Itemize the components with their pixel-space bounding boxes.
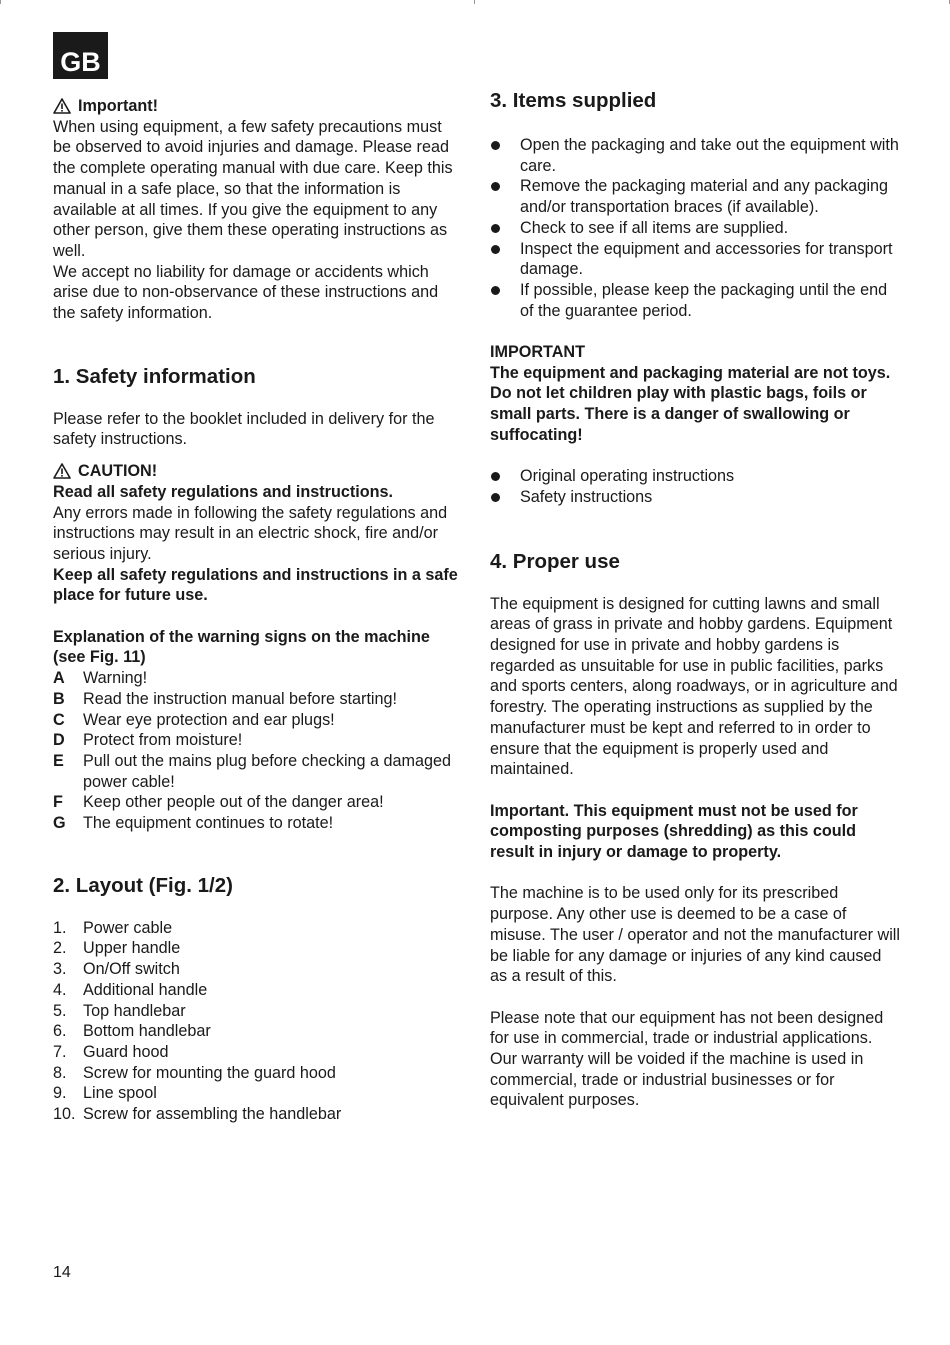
caution-bold: Read all safety regulations and instructions.: [53, 482, 394, 501]
page-number: 14: [53, 1264, 71, 1281]
warning-triangle-icon: [53, 98, 71, 114]
list-item: Check to see if all items are supplied.: [490, 218, 900, 239]
important-paragraph: When using equipment, a few safety precautions must be observed to avoid injuries and damage. Please read the complete operating manual with due care. Keep this manual in a safe place, so that the information is available at all times. If you give the equipment to any other person, give them these operating instructions as well.: [53, 117, 453, 260]
bullet-icon: [490, 176, 520, 217]
list-item: 1. Power cable: [53, 918, 173, 937]
caution-title: CAUTION!: [78, 462, 158, 481]
misuse-paragraph: The machine is to be used only for its prescribed purpose. Any other use is deemed to be a case of misuse. The user / operator and not the manufacturer will be liable for any damage or injuries of any kind caused as a result of this.: [490, 884, 900, 986]
list-item: 8. Screw for mounting the guard hood: [53, 1063, 336, 1082]
proper-use-paragraph: The equipment is designed for cutting lawns and small areas of grass in private and hobby gardens. Equipment designed for use in private and hobby gardens is regarded as unsuitable for use in public facilities, parks and sports centers, along roadways, or in agriculture and forestry. The operating instructions as supplied by the manufacturer must be kept and referred to in order to ensure that the equipment is properly used and maintained.: [490, 594, 898, 779]
layout-list: [53, 918, 463, 1125]
list-item: G The equipment continues to rotate!: [53, 814, 334, 833]
left-column: [53, 96, 463, 1125]
list-item: A Warning!: [53, 669, 148, 688]
commercial-use-paragraph: Please note that our equipment has not been designed for use in commercial, trade or industrial applications. Our warranty will be voided if the machine is used in commercial, trade or industrial businesses or for equivalent purposes.: [490, 1008, 884, 1110]
list-item: 5. Top handlebar: [53, 1001, 186, 1020]
warning-signs-list: [53, 668, 463, 834]
safety-heading: 1. Safety information: [53, 364, 256, 388]
proper-use-heading: 4. Proper use: [490, 549, 620, 573]
important-title: Important!: [78, 97, 159, 115]
important-heading: [53, 96, 463, 117]
bullet-icon: [490, 135, 520, 176]
bullet-icon: [490, 280, 520, 321]
bullet-icon: [490, 466, 520, 487]
items-supplied-heading: 3. Items supplied: [490, 89, 657, 112]
crop-mark-left: [0, 0, 1, 4]
list-item: B Read the instruction manual before starting!: [53, 689, 398, 708]
list-item: 10. Screw for assembling the handlebar: [53, 1105, 342, 1124]
safety-intro: Please refer to the booklet included in delivery for the safety instructions.: [53, 409, 435, 449]
items-supplied-steps: [490, 135, 900, 321]
warning-triangle-icon: [53, 463, 71, 479]
list-item: C Wear eye protection and ear plugs!: [53, 710, 335, 729]
caution-text: Any errors made in following the safety regulations and instructions may result in an electric shock, fire and/or serious injury.: [53, 503, 448, 563]
liability-paragraph: We accept no liability for damage or accidents which arise due to non-observance of these instructions and the safety information.: [53, 262, 439, 323]
important-label: IMPORTANT: [490, 343, 586, 362]
list-item: Safety instructions: [490, 487, 900, 508]
bullet-icon: [490, 487, 520, 508]
list-item: 9. Line spool: [53, 1084, 157, 1103]
list-item: Original operating instructions: [490, 466, 900, 487]
list-item: 2. Upper handle: [53, 939, 181, 958]
caution-keep: Keep all safety regulations and instructions in a safe place for future use.: [53, 565, 458, 605]
list-item: F Keep other people out of the danger area!: [53, 793, 384, 812]
list-item: E Pull out the mains plug before checking a damaged power cable!: [53, 751, 452, 791]
right-column: [490, 89, 900, 1111]
bullet-icon: [490, 239, 520, 280]
composting-warning: Important. This equipment must not be used for composting purposes (shredding) as this could result in injury or damage to property.: [490, 801, 858, 862]
crop-mark-center: [474, 0, 475, 4]
list-item: Remove the packaging material and any packaging and/or transportation braces (if available).: [490, 176, 900, 217]
list-item: Inspect the equipment and accessories for transport damage.: [490, 239, 900, 280]
list-item: D Protect from moisture!: [53, 731, 243, 750]
list-item: If possible, please keep the packaging until the end of the guarantee period.: [490, 280, 900, 321]
list-item: 3. On/Off switch: [53, 960, 180, 979]
list-item: Open the packaging and take out the equipment with care.: [490, 135, 900, 176]
list-item: 6. Bottom handlebar: [53, 1022, 211, 1041]
important-warning: The equipment and packaging material are not toys. Do not let children play with plastic bags, foils or small parts. There is a danger of swallowing or suffocating!: [490, 363, 891, 444]
bullet-icon: [490, 218, 520, 239]
warning-signs-heading: Explanation of the warning signs on the machine (see Fig. 11): [53, 627, 430, 667]
caution-heading: [53, 461, 463, 482]
contents-list: [490, 466, 900, 507]
list-item: 4. Additional handle: [53, 980, 208, 999]
layout-heading: 2. Layout (Fig. 1/2): [53, 873, 233, 897]
list-item: 7. Guard hood: [53, 1043, 169, 1061]
language-badge: GB: [53, 32, 108, 79]
